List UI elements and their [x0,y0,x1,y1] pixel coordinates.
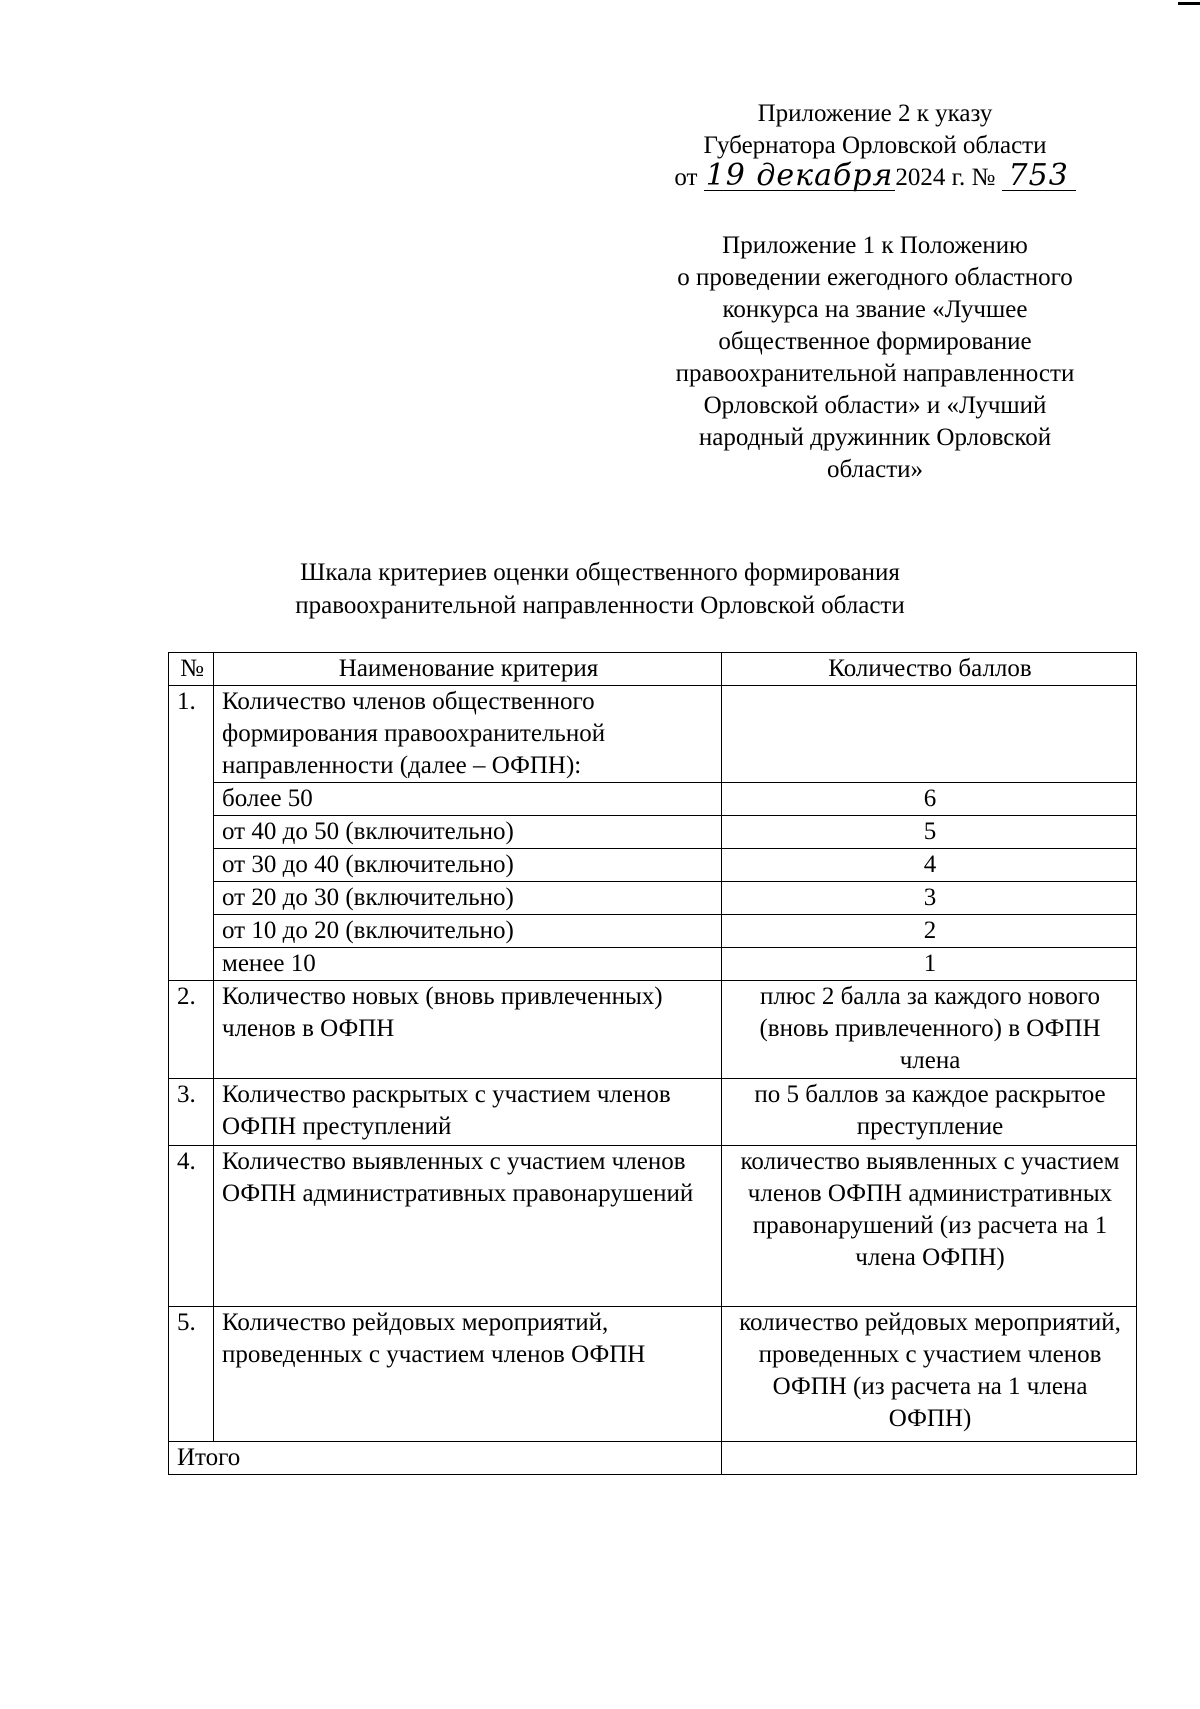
row-number: 2. [169,981,214,1079]
handwritten-date: 19 декабря [705,158,894,193]
table-row [169,686,1137,783]
title-line-1: Шкала критериев оценки общественного формирования [300,559,900,586]
header-points: Количество баллов [722,653,1137,686]
subcriterion-name: более 50 [214,783,722,816]
appendix-line-1: Приложение 2 к указу [757,100,993,127]
appendix-line-2: Губернатора Орловской области [703,132,1047,159]
regulation-line: о проведении ежегодного областного [677,264,1073,291]
subcriterion-points: 4 [722,849,1137,882]
header-number: № [169,653,214,686]
subcriterion-name: от 20 до 30 (включительно) [214,882,722,915]
table-subrow [169,816,1137,849]
table-subrow [169,783,1137,816]
total-value [722,1442,1137,1475]
criterion-name: Количество новых (вновь привлеченных) членов в ОФПН [214,981,722,1079]
total-label: Итого [169,1442,722,1475]
subcriterion-name: от 10 до 20 (включительно) [214,915,722,948]
criterion-name: Количество членов общественного формирования правоохранительной направленности (далее – ОФПН): [214,686,722,783]
title-line-2: правоохранительной направленности Орловской области [295,592,905,619]
table-subrow [169,948,1137,981]
date-prefix: от [674,164,698,191]
criterion-points: количество выявленных с участием членов ОФПН административных правонарушений (из расчета на 1 члена ОФПН) [722,1146,1137,1307]
criterion-points: плюс 2 балла за каждого нового (вновь привлеченного) в ОФПН члена [722,981,1137,1079]
criterion-name: Количество выявленных с участием членов ОФПН административных правонарушений [214,1146,722,1307]
row-number: 3. [169,1079,214,1146]
criteria-table [168,652,1137,1475]
table-row [169,1307,1137,1442]
criterion-name: Количество рейдовых мероприятий, проведенных с участием членов ОФПН [214,1307,722,1442]
regulation-line: правоохранительной направленности [675,360,1075,387]
regulation-line: конкурса на звание «Лучшее [722,296,1028,323]
regulation-line: общественное формирование [718,328,1032,355]
decree-appendix-header [640,98,1110,194]
subcriterion-name: от 30 до 40 (включительно) [214,849,722,882]
criterion-points: количество рейдовых мероприятий, проведенных с участием членов ОФПН (из расчета на 1 члена ОФПН) [722,1307,1137,1442]
regulation-line: Приложение 1 к Положению [722,232,1028,259]
regulation-line: области» [826,456,924,483]
criterion-points [722,686,1137,783]
table-subrow [169,915,1137,948]
regulation-appendix-header [640,230,1110,486]
regulation-line: Орловской области» и «Лучший [703,392,1047,419]
page-edge-mark [1178,2,1200,5]
table-row [169,1079,1137,1146]
criterion-name: Количество раскрытых с участием членов ОФПН преступлений [214,1079,722,1146]
row-number: 1. [169,686,214,981]
table-row [169,981,1137,1079]
regulation-line: народный дружинник Орловской [698,424,1052,451]
row-number: 5. [169,1307,214,1442]
table-header-row [169,653,1137,686]
table-subrow [169,849,1137,882]
criterion-points: по 5 баллов за каждое раскрытое преступление [722,1079,1137,1146]
total-row [169,1442,1137,1475]
subcriterion-points: 2 [722,915,1137,948]
handwritten-number: 753 [1002,162,1076,191]
row-number: 4. [169,1146,214,1307]
subcriterion-name: менее 10 [214,948,722,981]
subcriterion-points: 5 [722,816,1137,849]
subcriterion-points: 6 [722,783,1137,816]
subcriterion-points: 1 [722,948,1137,981]
decree-date-line [640,158,1110,194]
subcriterion-name: от 40 до 50 (включительно) [214,816,722,849]
date-suffix: 2024 г. № [895,164,996,191]
subcriterion-points: 3 [722,882,1137,915]
table-row [169,1146,1137,1307]
document-title [170,556,1030,622]
header-criterion: Наименование критерия [214,653,722,686]
table-subrow [169,882,1137,915]
